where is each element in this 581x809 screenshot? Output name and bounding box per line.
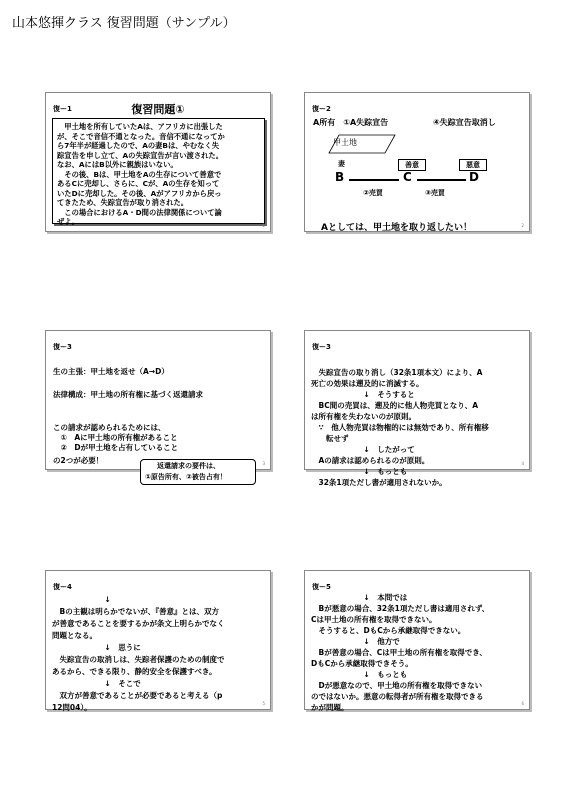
revocation-label: ④失踪宣告取消し xyxy=(433,118,496,127)
text-line: 12問04）。 xyxy=(52,703,92,712)
text-line: Cは甲土地の所有権を取得できない。 xyxy=(311,615,437,624)
parcel-label: 甲土地 xyxy=(333,138,357,147)
text-line: ↓ もっとも xyxy=(311,467,408,476)
slide-tag: 復ー1 xyxy=(53,105,72,113)
text-line: 転せず xyxy=(311,434,349,443)
text-line: かが問題。 xyxy=(311,703,349,712)
text-line: この請求が認められるためには、 xyxy=(53,423,166,432)
text-line: ① Aに甲土地の所有権があること xyxy=(53,433,178,442)
slide-4 xyxy=(304,330,530,487)
slide-tag: 復ー3 xyxy=(53,343,72,351)
text-line: Aの請求は認められるのが原則。 xyxy=(311,456,430,465)
slide-tag: 復ー3 xyxy=(312,343,331,351)
text-line: 問題となる。 xyxy=(52,631,97,640)
callout-line: ①原告所有、②被告占有！ xyxy=(145,473,227,481)
text-line: ↓ 思うに xyxy=(52,643,141,652)
text-line: 失踪宣告の取り消し（32条1項本文）により、A xyxy=(311,368,483,377)
text-line: のではないか。悪意の転得者が所有権を取得できる xyxy=(311,692,484,701)
text-line: 死亡の効果は遡及的に消滅する。 xyxy=(311,379,424,388)
slide-tag: 復ー2 xyxy=(312,105,331,113)
text-line: Bが善意の場合、Cは甲土地の所有権を取得でき、 xyxy=(311,648,487,657)
slide-3 xyxy=(45,330,271,481)
text-line: 甲土地を所有していたAは、アフリカに出張した xyxy=(57,122,223,131)
party-d: D xyxy=(469,170,479,184)
page-number: 4 xyxy=(521,461,524,466)
text-line: BC間の売買は、遡及的に他人物売買となり、A xyxy=(311,401,479,410)
text-line: DもCから承継取得できそう。 xyxy=(311,659,413,668)
connector-line xyxy=(417,179,466,181)
text-line: なお、AにはB以外に親族はいない。 xyxy=(57,160,178,169)
page-number: 1 xyxy=(262,223,265,228)
connector-line xyxy=(349,179,399,181)
text-line: ↓ そうすると xyxy=(311,390,415,399)
text-line: 双方が善意であることが必要であると考える（p xyxy=(52,691,223,700)
text-line: あるから、できる限り、静的安全を保護すべき。 xyxy=(52,667,217,676)
text-line: ↓ したがって xyxy=(311,445,415,454)
party-b: B xyxy=(335,170,345,184)
text-line: 踪宣告を申し立て、Aの失踪宣告が言い渡された。 xyxy=(57,150,224,160)
text-line: が善意であることを要するかが条文上明らかでなく xyxy=(52,619,225,628)
slide-6 xyxy=(304,570,530,710)
text-line: が、そこで音信不通となった。音信不通になってか xyxy=(57,131,225,141)
page-number: 5 xyxy=(262,701,265,706)
slide-5 xyxy=(45,570,271,710)
text-line: の2つが必要！ xyxy=(53,456,104,465)
text-line: いたDに売却した。その後、Aがアフリカから戻っ xyxy=(57,188,222,198)
slide-tag: 復ー5 xyxy=(312,583,331,591)
text-line: ら7年半が経過したので、Aの妻Bは、やむなく失 xyxy=(57,141,220,150)
question-box xyxy=(52,118,265,224)
text-line: Dが悪意なので、甲土地の所有権を取得できない xyxy=(311,681,483,690)
text-line: この場合におけるA・D間の法律関係について論 xyxy=(57,207,222,217)
slide-2 xyxy=(304,92,530,232)
text-line: ↓ 他方で xyxy=(311,637,400,646)
wife-label: 妻 xyxy=(338,160,345,168)
text-line: 失踪宣告の取消しは、失踪者保護のための制度で xyxy=(52,655,225,664)
text-line: は所有権を失わないのが原則。 xyxy=(311,412,416,421)
text-line: 法律構成：甲土地の所有権に基づく返還請求 xyxy=(53,390,203,399)
text-line: Bの主観は明らかでないが、『善意』とは、双方 xyxy=(52,607,219,616)
text-line: ↓ 本問では xyxy=(311,593,408,602)
page-number: 3 xyxy=(262,461,265,466)
text-line: ↓ そこで xyxy=(52,679,141,688)
slide-tag: 復ー4 xyxy=(53,583,72,591)
text-line: ② Dが甲土地を占有していること xyxy=(53,443,179,452)
text-line: てきたため、失踪宣告が取り消された。 xyxy=(57,198,189,207)
sale-3-label: ③売買 xyxy=(425,189,445,197)
text-line: 32条1項ただし書が適用されないか。 xyxy=(311,478,447,487)
text-line: Bが悪意の場合、32条1項ただし書は適用されず、 xyxy=(311,604,490,613)
a-ownership-label: A所有 ①A失踪宣告 xyxy=(313,118,389,127)
callout-bubble xyxy=(140,459,256,485)
text-line: その後、Bは、甲土地をAの生存について善意で xyxy=(57,169,222,179)
party-c: C xyxy=(403,170,412,184)
sale-2-label: ②売買 xyxy=(363,189,383,197)
text-line: あるCに売却し、さらに、Cが、Aの生存を知って xyxy=(57,179,220,188)
conclusion-text: Aとしては、甲土地を取り返したい！ xyxy=(321,223,472,233)
page-number: 6 xyxy=(521,701,524,706)
text-line: ↓ もっとも xyxy=(311,670,408,679)
slide-1 xyxy=(45,92,271,232)
bad-faith-box: 悪意 xyxy=(459,159,487,171)
slide-heading: 復習問題① xyxy=(131,103,185,116)
callout-line: 返還請求の要件は、 xyxy=(157,462,220,470)
text-line: 生の主張：甲土地を返せ（A→D） xyxy=(53,367,169,376)
page-title: 山本悠揮クラス 復習問題（サンプル） xyxy=(12,16,236,31)
good-faith-box: 善意 xyxy=(398,159,426,171)
text-line: ↓ xyxy=(52,595,111,604)
text-line: そうすると、DもCから承継取得できない。 xyxy=(311,626,466,635)
text-line: ∵ 他人物売買は物権的には無効であり、所有権移 xyxy=(311,423,489,432)
page-number: 2 xyxy=(521,223,524,228)
text-line: ぜよ。 xyxy=(57,217,79,226)
